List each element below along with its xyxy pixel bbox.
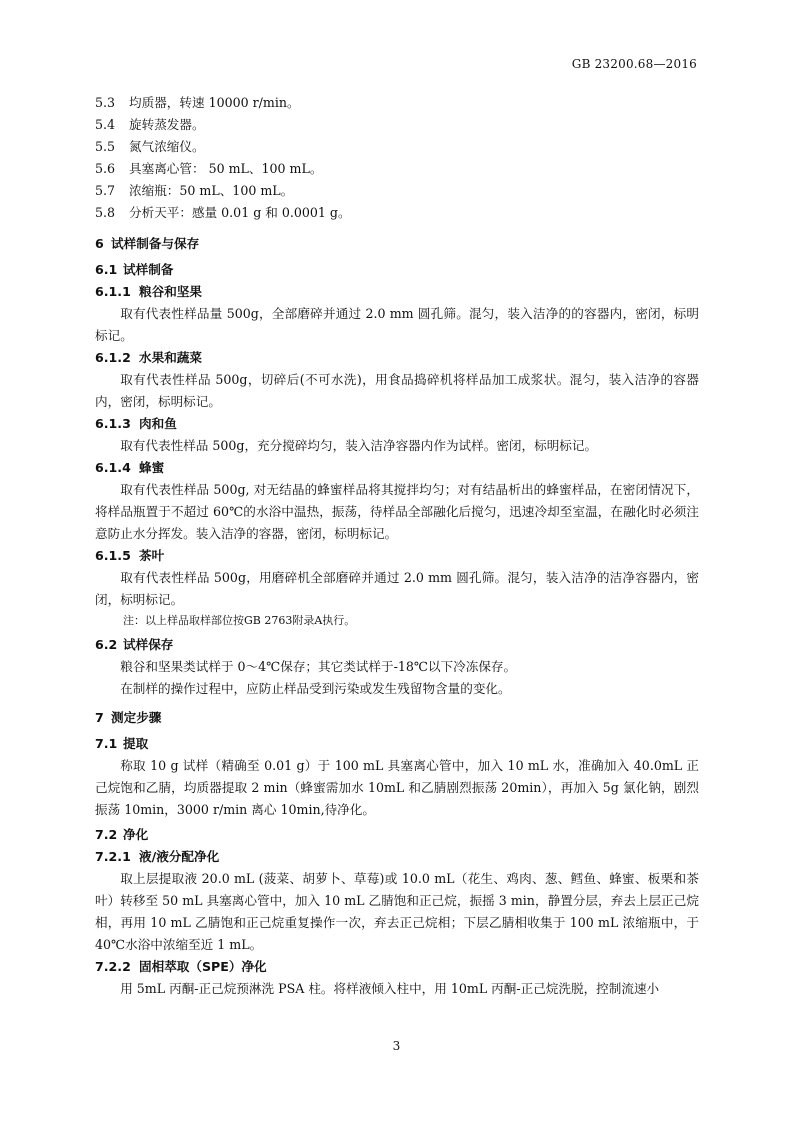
paragraph-6-2-b: 在制样的操作过程中，应防止样品受到污染或发生残留物含量的变化。 <box>120 681 511 696</box>
paragraph-6-1-3: 取有代表性样品 500g，充分搅碎均匀，装入洁净容器内作为试样。密闭，标明标记。 <box>120 438 598 453</box>
paragraph-6-1-2: 取有代表性样品 500g，切碎后(不可水洗)，用食品捣碎机将样品加工成浆状。混匀，装入洁净的容器内，密闭，标明标记。 <box>95 372 699 409</box>
section-heading-7: 7 测定步骤 <box>95 710 162 725</box>
equipment-item: 5.3 均质器，转速 10000 r/min。 <box>95 95 300 110</box>
section-heading-7-2-1: 7.2.1 液/液分配净化 <box>95 849 220 864</box>
sampling-note: 注：以上样品取样部位按GB 2763附录A执行。 <box>123 614 356 627</box>
section-heading-7-1: 7.1 提取 <box>95 736 149 751</box>
standard-code: GB 23200.68—2016 <box>571 57 697 71</box>
paragraph-7-1: 称取 10 g 试样（精确至 0.01 g）于 100 mL 具塞离心管中，加入 10 mL 水，准确加入 40.0mL 正己烷饱和乙腈，均质器提取 2 min（蜂蜜需加水 10mL 和乙腈剧烈振荡 20min），再加入 5g 氯化钠，剧烈振荡 10min，3000 r/min 离心 10min,待净化。 <box>95 758 699 817</box>
paragraph-7-2-2: 用 5mL 丙酮-正己烷预淋洗 PSA 柱。将样液倾入柱中，用 10mL 丙酮-正己烷洗脱，控制流速小 <box>120 981 660 996</box>
paragraph-6-1-1: 取有代表性样品量 500g，全部磨碎并通过 2.0 mm 圆孔筛。混匀，装入洁净的的容器内，密闭，标明标记。 <box>95 306 699 343</box>
equipment-item: 5.7 浓缩瓶：50 mL、100 mL。 <box>95 183 294 198</box>
section-heading-6-1-5: 6.1.5 茶叶 <box>95 548 165 563</box>
page-number: 3 <box>392 1039 401 1053</box>
section-heading-6-1-1: 6.1.1 粮谷和坚果 <box>95 284 202 299</box>
paragraph-6-1-5: 取有代表性样品 500g，用磨碎机全部磨碎并通过 2.0 mm 圆孔筛。混匀，装入洁净的洁净容器内，密闭，标明标记。 <box>95 570 699 607</box>
section-heading-6-1-2: 6.1.2 水果和蔬菜 <box>95 350 202 365</box>
paragraph-6-2-a: 粮谷和坚果类试样于 0～4℃保存；其它类试样于-18℃以下冷冻保存。 <box>120 659 517 674</box>
equipment-item: 5.4 旋转蒸发器。 <box>95 117 205 132</box>
equipment-item: 5.8 分析天平：感量 0.01 g 和 0.0001 g。 <box>95 205 351 220</box>
section-heading-7-2-2: 7.2.2 固相萃取（SPE）净化 <box>95 959 267 974</box>
equipment-item: 5.6 具塞离心管： 50 mL、100 mL。 <box>95 161 323 176</box>
section-heading-6-1: 6.1 试样制备 <box>95 262 174 277</box>
section-heading-7-2: 7.2 净化 <box>95 827 149 842</box>
section-heading-6: 6 试样制备与保存 <box>95 236 200 251</box>
paragraph-7-2-1: 取上层提取液 20.0 mL (菠菜、胡萝卜、草莓)或 10.0 mL（花生、鸡肉、葱、鳕鱼、蜂蜜、板栗和茶叶）转移至 50 mL 具塞离心管中，加入 10 mL 乙腈饱和正己烷，振摇 3 min，静置分层，弃去上层正己烷相，再用 10 mL 乙腈饱和正己烷重复操作一次，弃去正己烷相；下层乙腈相收集于 100 mL 浓缩瓶中，于 40℃水浴中浓缩至近 1 mL。 <box>95 871 699 952</box>
document-body <box>95 92 699 1000</box>
paragraph-6-1-4: 取有代表性样品 500g, 对无结晶的蜂蜜样品将其搅拌均匀；对有结晶析出的蜂蜜样品，在密闭情况下，将样品瓶置于不超过 60℃的水浴中温热，振荡，待样品全部融化后搅匀，迅速冷却至室温，在融化时必须注意防止水分挥发。装入洁净的容器，密闭，标明标记。 <box>95 482 699 541</box>
section-heading-6-1-3: 6.1.3 肉和鱼 <box>95 416 177 431</box>
section-heading-6-1-4: 6.1.4 蜂蜜 <box>95 460 165 475</box>
equipment-item: 5.5 氮气浓缩仪。 <box>95 139 205 154</box>
section-heading-6-2: 6.2 试样保存 <box>95 637 174 652</box>
